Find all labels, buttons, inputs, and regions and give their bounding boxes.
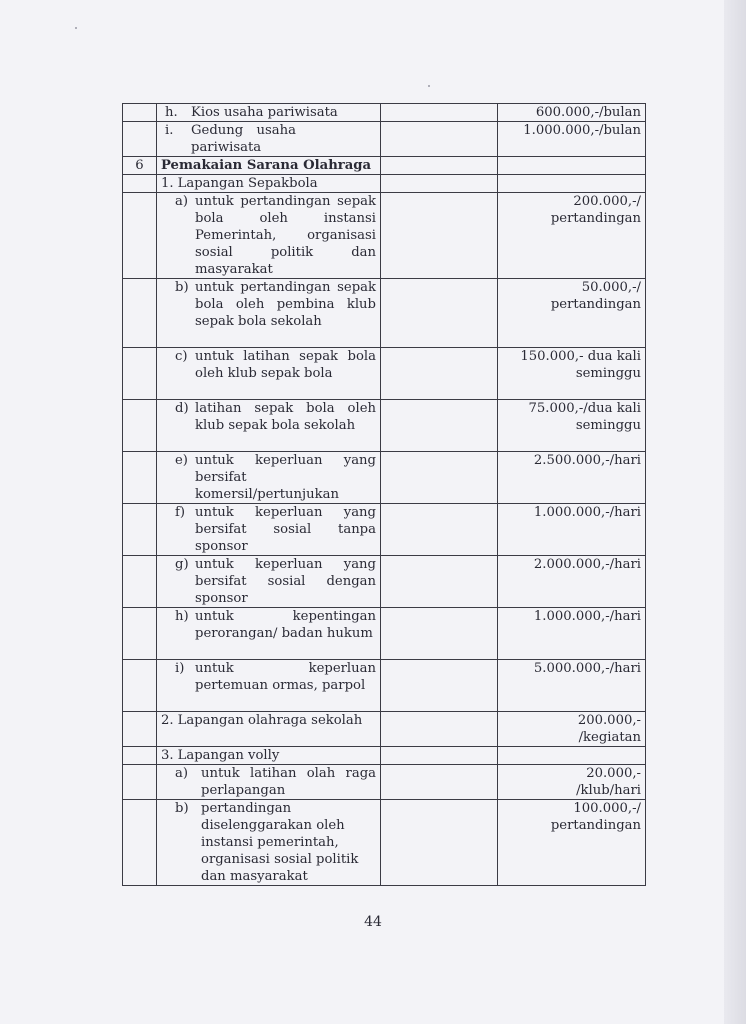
table-row (123, 608, 646, 660)
table-row (123, 157, 646, 175)
item-label: e) (175, 453, 188, 468)
item-text: Lapangan olahraga sekolah (177, 713, 363, 728)
row-number: 6 (123, 157, 157, 175)
item-text: untuk keperluan yang bersifat sosial tanpa sponsor (195, 505, 376, 554)
row-amount: 200.000,- /kegiatan (498, 712, 646, 747)
section-heading: Pemakaian Sarana Olahraga (157, 157, 381, 175)
item-label: d) (175, 401, 189, 416)
empty-cell (381, 175, 498, 193)
row-number (123, 608, 157, 660)
row-amount: 1.000.000,-/bulan (498, 122, 646, 157)
row-number (123, 452, 157, 504)
row-description (157, 556, 381, 608)
row-description (157, 660, 381, 712)
row-number (123, 104, 157, 122)
scan-speck (75, 27, 77, 29)
empty-cell (381, 747, 498, 765)
table-row (123, 193, 646, 279)
row-description (157, 279, 381, 348)
empty-cell (381, 800, 498, 886)
row-amount: 1.000.000,-/hari (498, 504, 646, 556)
item-text: untuk latihan sepak bola oleh klub sepak bola (195, 349, 376, 381)
item-text: latihan sepak bola oleh klub sepak bola sekolah (195, 401, 376, 433)
row-number (123, 556, 157, 608)
row-number (123, 712, 157, 747)
row-amount: 100.000,-/ pertandingan (498, 800, 646, 886)
item-text: pertandingan diselenggarakan oleh instansi pemerintah, organisasi sosial politik dan masyarakat (201, 801, 359, 884)
row-description (157, 193, 381, 279)
row-amount: 200.000,-/ pertandingan (498, 193, 646, 279)
item-text: untuk pertandingan sepak bola oleh pembina klub sepak bola sekolah (195, 280, 376, 329)
row-amount (498, 175, 646, 193)
row-amount: 5.000.000,-/hari (498, 660, 646, 712)
row-description (157, 400, 381, 452)
table-row (123, 800, 646, 886)
table-row (123, 175, 646, 193)
row-amount (498, 747, 646, 765)
empty-cell (381, 400, 498, 452)
row-description (157, 712, 381, 747)
table-row (123, 348, 646, 400)
row-description (157, 747, 381, 765)
row-number (123, 400, 157, 452)
row-description (157, 104, 381, 122)
row-amount: 150.000,- dua kali seminggu (498, 348, 646, 400)
row-number (123, 122, 157, 157)
item-text: untuk kepentingan perorangan/ badan hukum (195, 609, 376, 641)
table-row (123, 712, 646, 747)
table-row (123, 104, 646, 122)
item-text: untuk latihan olah raga perlapangan (201, 766, 376, 798)
empty-cell (381, 556, 498, 608)
table-row (123, 556, 646, 608)
table-row (123, 660, 646, 712)
empty-cell (381, 765, 498, 800)
row-number (123, 504, 157, 556)
empty-cell (381, 504, 498, 556)
empty-cell (381, 157, 498, 175)
item-label: i) (175, 661, 185, 676)
row-amount: 75.000,-/dua kali seminggu (498, 400, 646, 452)
item-label: 3. (161, 748, 174, 763)
table-row (123, 504, 646, 556)
row-number (123, 279, 157, 348)
row-number (123, 193, 157, 279)
scan-speck (428, 85, 430, 87)
table-row (123, 279, 646, 348)
item-text: Gedung usaha pariwisata (191, 123, 296, 155)
row-amount: 20.000,- /klub/hari (498, 765, 646, 800)
row-amount: 2.500.000,-/hari (498, 452, 646, 504)
row-amount: 2.000.000,-/hari (498, 556, 646, 608)
table-row (123, 122, 646, 157)
item-text: untuk pertandingan sepak bola oleh instansi Pemerintah, organisasi sosial politik dan masyarakat (195, 194, 376, 277)
row-description (157, 122, 381, 157)
item-text: untuk keperluan yang bersifat sosial dengan sponsor (195, 557, 376, 606)
row-number (123, 747, 157, 765)
item-label: h) (175, 609, 189, 624)
item-label: b) (175, 280, 189, 295)
item-label: a) (175, 194, 189, 209)
item-label: b) (175, 801, 189, 816)
empty-cell (381, 279, 498, 348)
empty-cell (381, 122, 498, 157)
page-edge-shadow (724, 0, 746, 1024)
page-number: 44 (364, 914, 382, 930)
row-number (123, 800, 157, 886)
empty-cell (381, 452, 498, 504)
table-row (123, 400, 646, 452)
item-label: c) (175, 349, 188, 364)
item-label: i. (165, 123, 174, 138)
item-text: untuk keperluan yang bersifat komersil/pertunjukan (195, 453, 376, 502)
item-label: a) (175, 766, 189, 781)
row-number (123, 765, 157, 800)
row-description (157, 765, 381, 800)
empty-cell (381, 348, 498, 400)
table-row (123, 452, 646, 504)
row-number (123, 660, 157, 712)
item-text: Lapangan volly (177, 748, 280, 763)
table-row (123, 747, 646, 765)
item-label: 2. (161, 713, 174, 728)
empty-cell (381, 193, 498, 279)
row-description (157, 452, 381, 504)
row-number (123, 175, 157, 193)
row-amount: 1.000.000,-/hari (498, 608, 646, 660)
row-amount: 600.000,-/bulan (498, 104, 646, 122)
item-text: untuk keperluan pertemuan ormas, parpol (195, 661, 376, 693)
item-label: 1. (161, 176, 174, 191)
item-text: Kios usaha pariwisata (191, 105, 338, 120)
row-description (157, 175, 381, 193)
item-label: f) (175, 505, 186, 520)
retribution-table (122, 103, 646, 886)
item-text: Lapangan Sepakbola (177, 176, 318, 191)
row-description (157, 608, 381, 660)
empty-cell (381, 712, 498, 747)
item-label: g) (175, 557, 189, 572)
empty-cell (381, 104, 498, 122)
row-number (123, 348, 157, 400)
table-row (123, 765, 646, 800)
row-description (157, 348, 381, 400)
row-description (157, 800, 381, 886)
empty-cell (381, 608, 498, 660)
row-amount (498, 157, 646, 175)
row-amount: 50.000,-/ pertandingan (498, 279, 646, 348)
row-description (157, 504, 381, 556)
item-label: h. (165, 105, 178, 120)
empty-cell (381, 660, 498, 712)
